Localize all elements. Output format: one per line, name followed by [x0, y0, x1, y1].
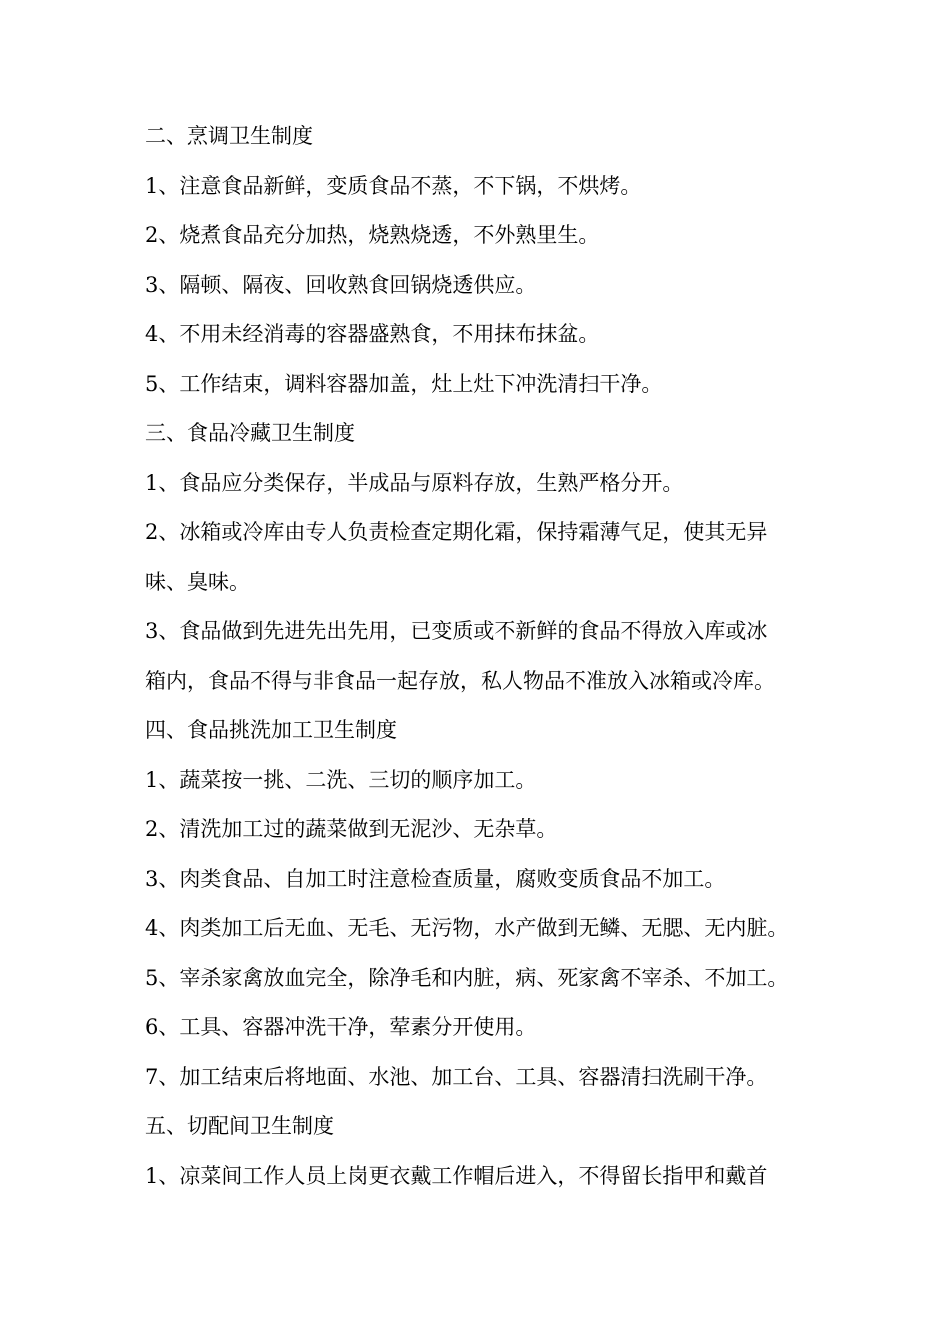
section-heading-processing: 四、食品挑洗加工卫生制度: [145, 718, 397, 742]
paragraph-line: 1、蔬菜按一挑、二洗、三切的顺序加工。: [145, 767, 537, 792]
paragraph-line: 2、冰箱或冷库由专人负责检查定期化霜，保持霜薄气足，使其无异: [145, 520, 768, 544]
paragraph-line: 4、肉类加工后无血、无毛、无污物，水产做到无鳞、无腮、无内脏。: [145, 916, 789, 940]
paragraph-line: 5、宰杀家禽放血完全，除净毛和内脏，病、死家禽不宰杀、不加工。: [145, 965, 789, 990]
section-heading-prep-room: 五、切配间卫生制度: [145, 1114, 334, 1138]
section-heading-refrigeration: 三、食品冷藏卫生制度: [145, 421, 355, 445]
paragraph-line: 2、清洗加工过的蔬菜做到无泥沙、无杂草。: [145, 817, 558, 841]
paragraph-line: 箱内，食品不得与非食品一起存放，私人物品不准放入冰箱或冷库。: [145, 668, 775, 693]
paragraph-line: 3、食品做到先进先出先用，已变质或不新鲜的食品不得放入库或冰: [145, 619, 768, 643]
document-body: [145, 112, 813, 1201]
paragraph-line: 味、臭味。: [145, 569, 250, 594]
section-heading-cooking: 二、烹调卫生制度: [145, 124, 313, 148]
paragraph-line: 1、凉菜间工作人员上岗更衣戴工作帽后进入，不得留长指甲和戴首: [145, 1163, 768, 1188]
paragraph-line: 3、隔顿、隔夜、回收熟食回锅烧透供应。: [145, 272, 537, 297]
paragraph-line: 1、食品应分类保存，半成品与原料存放，生熟严格分开。: [145, 470, 684, 495]
paragraph-line: 7、加工结束后将地面、水池、加工台、工具、容器清扫洗刷干净。: [145, 1064, 768, 1089]
paragraph-line: 3、肉类食品、自加工时注意检查质量，腐败变质食品不加工。: [145, 866, 726, 891]
paragraph-line: 1、注意食品新鲜，变质食品不蒸，不下锅，不烘烤。: [145, 173, 642, 198]
paragraph-line: 5、工作结束，调料容器加盖，灶上灶下冲洗清扫干净。: [145, 371, 663, 396]
paragraph-line: 2、烧煮食品充分加热，烧熟烧透，不外熟里生。: [145, 223, 600, 247]
paragraph-line: 6、工具、容器冲洗干净，荤素分开使用。: [145, 1015, 537, 1039]
paragraph-line: 4、不用未经消毒的容器盛熟食，不用抹布抹盆。: [145, 322, 600, 346]
